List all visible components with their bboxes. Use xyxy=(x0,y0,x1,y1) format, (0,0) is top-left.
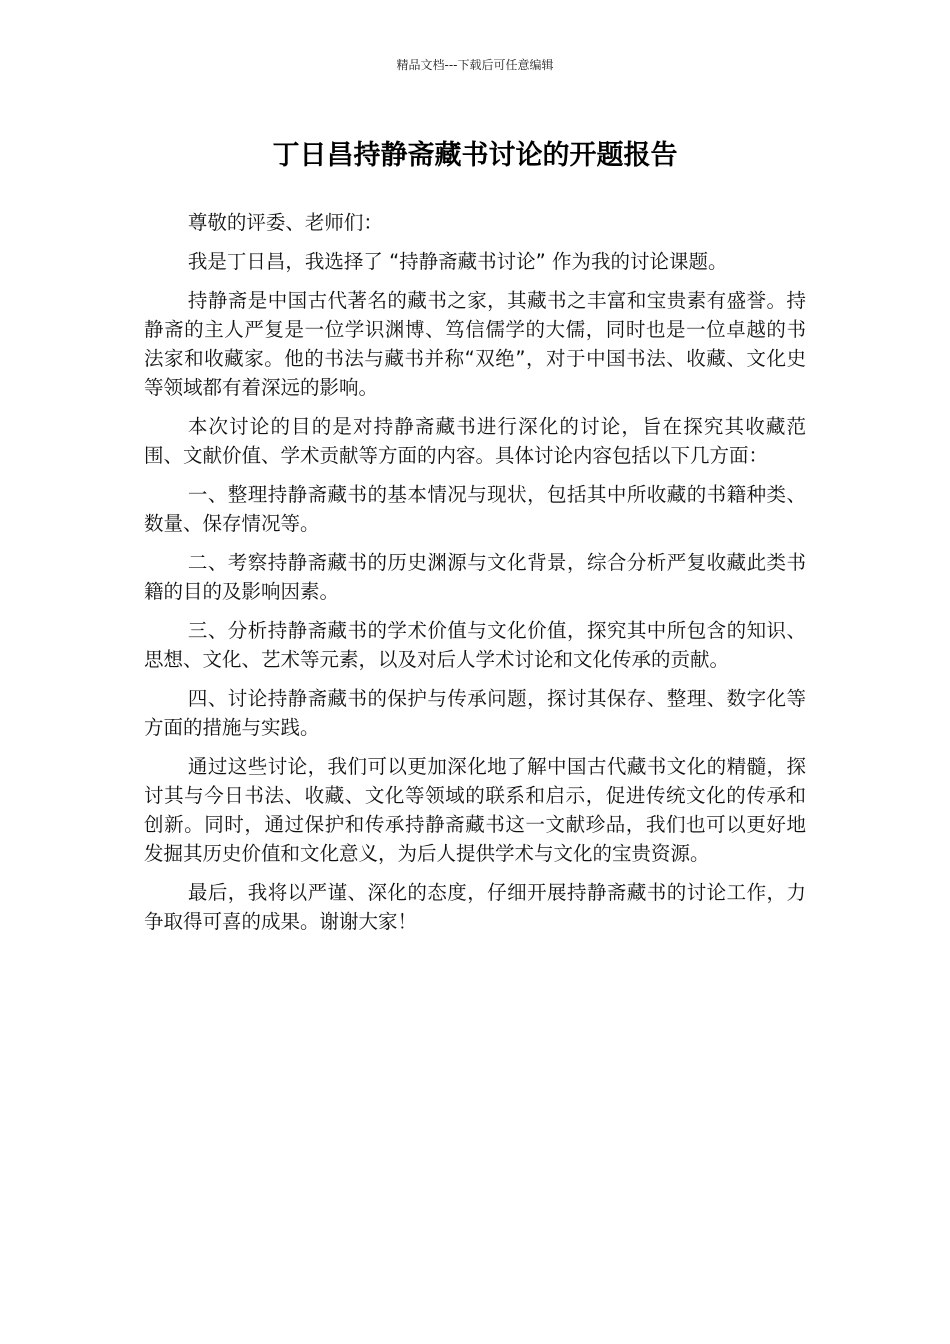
paragraph-item-3: 三、分析持静斋藏书的学术价值与文化价值，探究其中所包含的知识、思想、文化、艺术等元素，以及对后人学术讨论和文化传承的贡献。 xyxy=(144,619,806,671)
paragraph-closing: 最后，我将以严谨、深化的态度，仔细开展持静斋藏书的讨论工作，力争取得可喜的成果。谢谢大家！ xyxy=(144,881,806,933)
document-title: 丁日昌持静斋藏书讨论的开题报告 xyxy=(272,140,678,171)
paragraph-item-2: 二、考察持静斋藏书的历史渊源与文化背景，综合分析严复收藏此类书籍的目的及影响因素。 xyxy=(144,551,806,603)
paragraph-item-1: 一、整理持静斋藏书的基本情况与现状，包括其中所收藏的书籍种类、数量、保存情况等。 xyxy=(144,483,806,535)
paragraph-introduction: 我是丁日昌，我选择了 “持静斋藏书讨论” 作为我的讨论课题。 xyxy=(187,250,728,273)
paragraph-item-4: 四、讨论持静斋藏书的保护与传承问题，探讨其保存、整理、数字化等方面的措施与实践。 xyxy=(144,687,806,739)
paragraph-purpose: 本次讨论的目的是对持静斋藏书进行深化的讨论，旨在探究其收藏范围、文献价值、学术贡献等方面的内容。具体讨论内容包括以下几方面： xyxy=(144,415,806,467)
page-header-watermark: 精品文档---下载后可任意编辑 xyxy=(396,58,554,72)
document-body xyxy=(144,208,806,946)
paragraph-background: 持静斋是中国古代著名的藏书之家，其藏书之丰富和宝贵素有盛誉。持静斋的主人严复是一位学识渊博、笃信儒学的大儒，同时也是一位卓越的书法家和收藏家。他的书法与藏书并称“双绝”，对于中国书法、收藏、文化史等领域都有着深远的影响。 xyxy=(144,289,806,399)
paragraph-significance: 通过这些讨论，我们可以更加深化地了解中国古代藏书文化的精髓，探讨其与今日书法、收藏、文化等领域的联系和启示，促进传统文化的传承和创新。同时，通过保护和传承持静斋藏书这一文献珍品，我们也可以更好地发掘其历史价值和文化意义，为后人提供学术与文化的宝贵资源。 xyxy=(144,755,806,865)
paragraph-salutation: 尊敬的评委、老师们： xyxy=(187,211,383,234)
